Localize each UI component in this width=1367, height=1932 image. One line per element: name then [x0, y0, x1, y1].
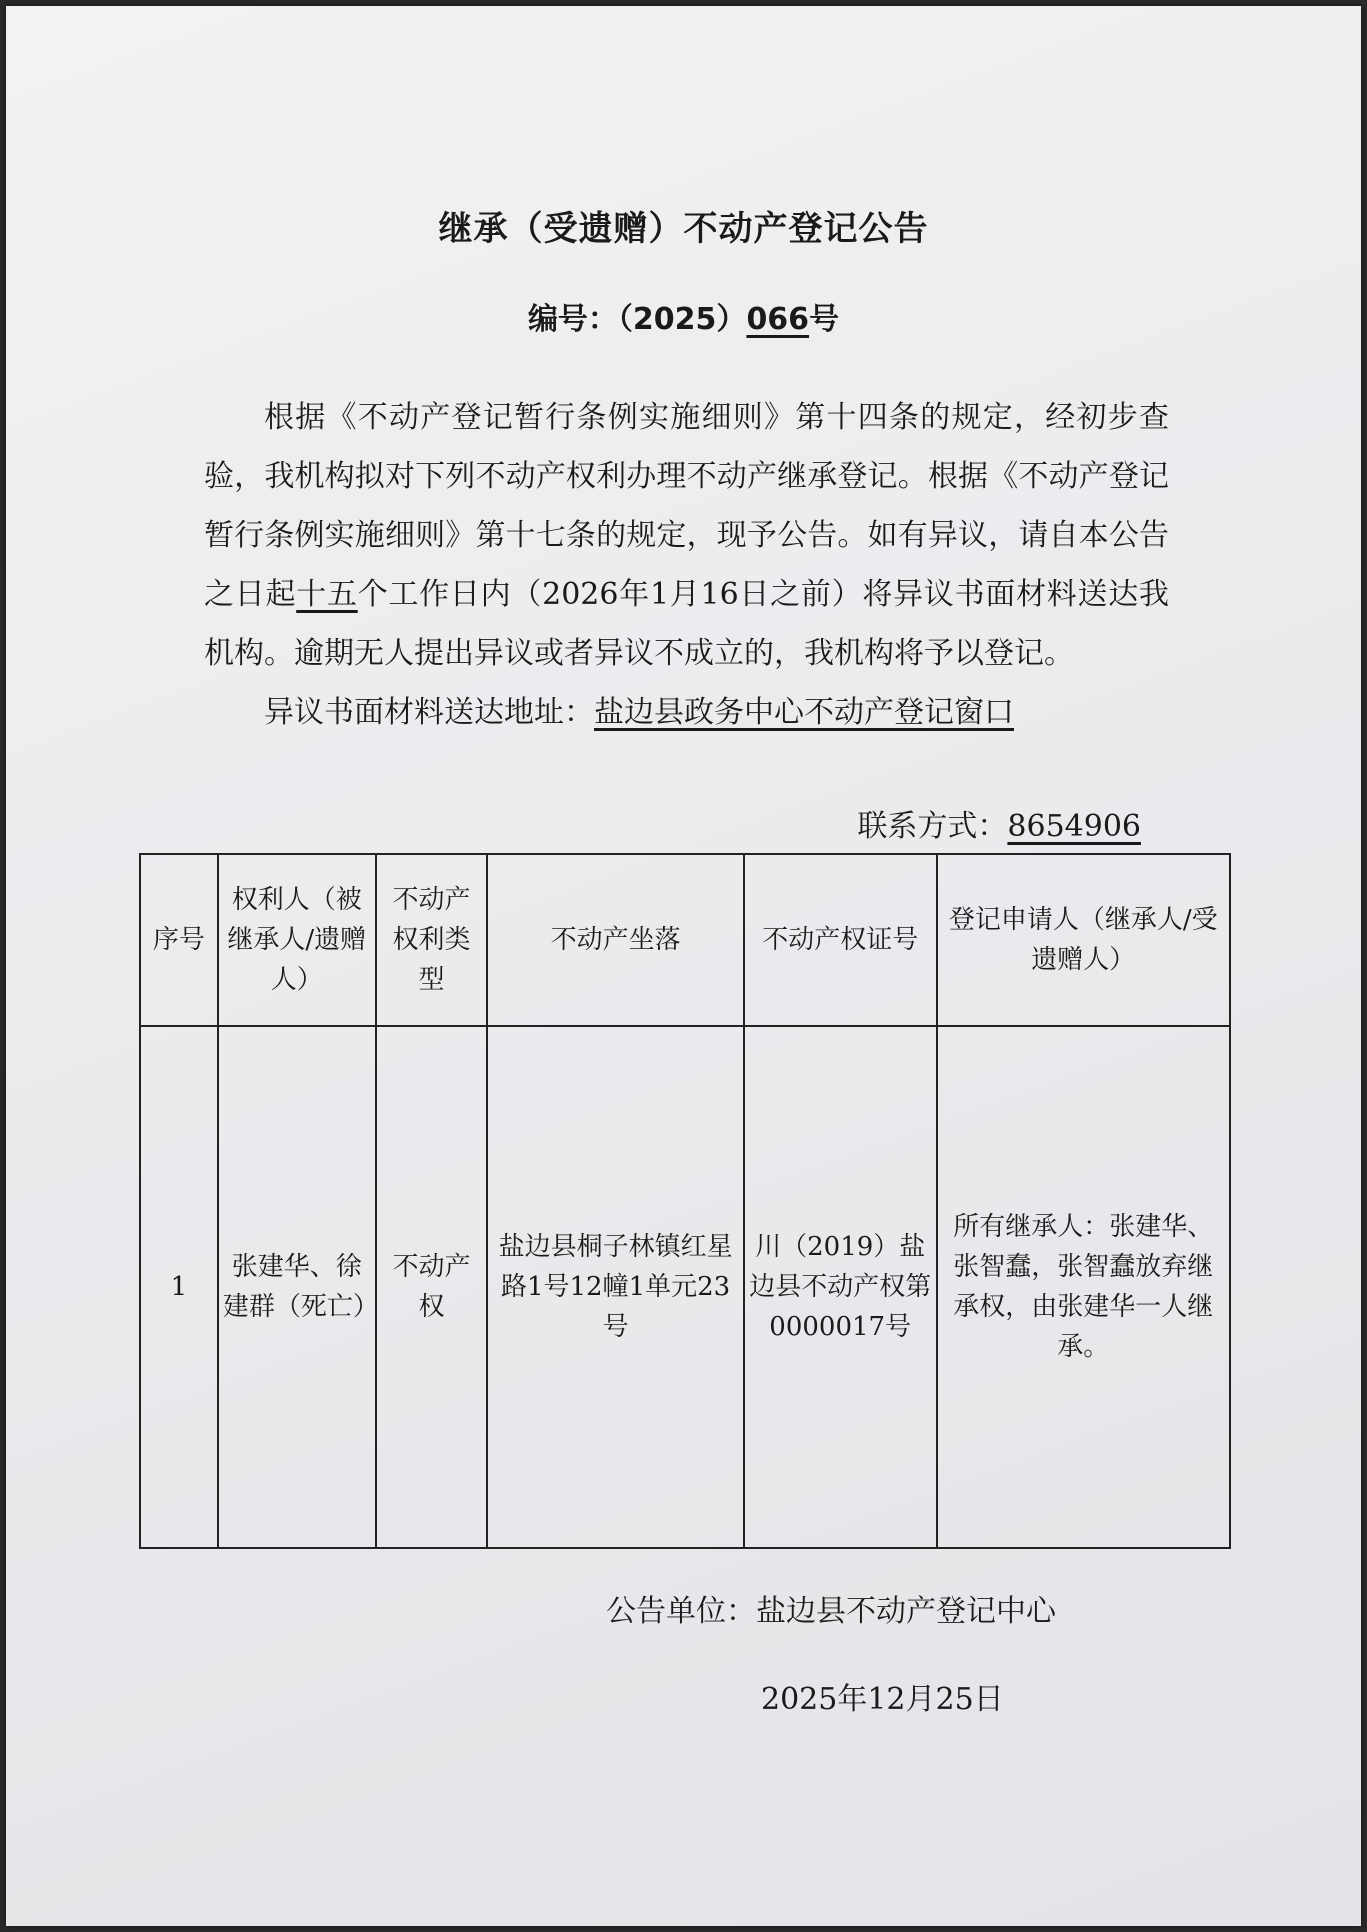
cell-certificate: 川（2019）盐边县不动产权第0000017号	[744, 1026, 937, 1548]
table-row	[140, 1026, 1230, 1548]
contact-label: 联系方式：	[857, 809, 1008, 844]
address-value: 盐边县政务中心不动产登记窗口	[594, 695, 1014, 730]
notice-number	[6, 294, 1361, 338]
header-location: 不动产坐落	[487, 854, 743, 1026]
property-table	[139, 853, 1231, 1549]
notice-paragraph-address	[204, 683, 1169, 742]
address-label: 异议书面材料送达地址：	[264, 695, 594, 730]
header-right-type: 不动产权利类型	[376, 854, 488, 1026]
issuing-unit: 公告单位：盐边县不动产登记中心	[606, 1594, 1056, 1629]
cell-location: 盐边县桐子林镇红星路1号12幢1单元23号	[487, 1026, 743, 1548]
contact-line	[204, 801, 1141, 845]
notice-paragraph-main	[204, 388, 1169, 683]
notice-number-suffix: 号	[809, 302, 840, 337]
cell-applicant: 所有继承人：张建华、张智蠢，张智蠢放弃继承权，由张建华一人继承。	[937, 1026, 1230, 1548]
paragraph-main-text-end: 个工作日内（2026年1月16日之前）将异议书面材料送达我机构。逾期无人提出异议或者异议不成立的，我机构将予以登记。	[204, 577, 1170, 671]
issue-date: 2025年12月25日	[761, 1682, 1004, 1717]
cell-right-type: 不动产权	[376, 1026, 488, 1548]
objection-period-days: 十五	[296, 577, 358, 612]
contact-value: 8654906	[1007, 809, 1141, 844]
cell-owner: 张建华、徐建群（死亡）	[218, 1026, 376, 1548]
notice-number-value: 066	[746, 302, 810, 337]
table-header-row	[140, 854, 1230, 1026]
notice-paper	[6, 6, 1361, 1926]
header-owner: 权利人（被继承人/遗赠人）	[218, 854, 376, 1026]
paragraph-main-text: 根据《不动产登记暂行条例实施细则》第十四条的规定，经初步查验，我机构拟对下列不动产权利办理不动产继承登记。根据《不动产登记暂行条例实施细则》第十七条的规定，现予公告。如有异议，请自本公告之日起	[204, 400, 1169, 612]
header-applicant: 登记申请人（继承人/受遗赠人）	[937, 854, 1230, 1026]
notice-number-prefix: 编号：（2025）	[527, 302, 747, 337]
header-certificate: 不动产权证号	[744, 854, 937, 1026]
notice-title: 继承（受遗赠）不动产登记公告	[438, 209, 929, 249]
header-index: 序号	[140, 854, 218, 1026]
notice-body	[204, 388, 1169, 742]
cell-index: 1	[140, 1026, 218, 1548]
